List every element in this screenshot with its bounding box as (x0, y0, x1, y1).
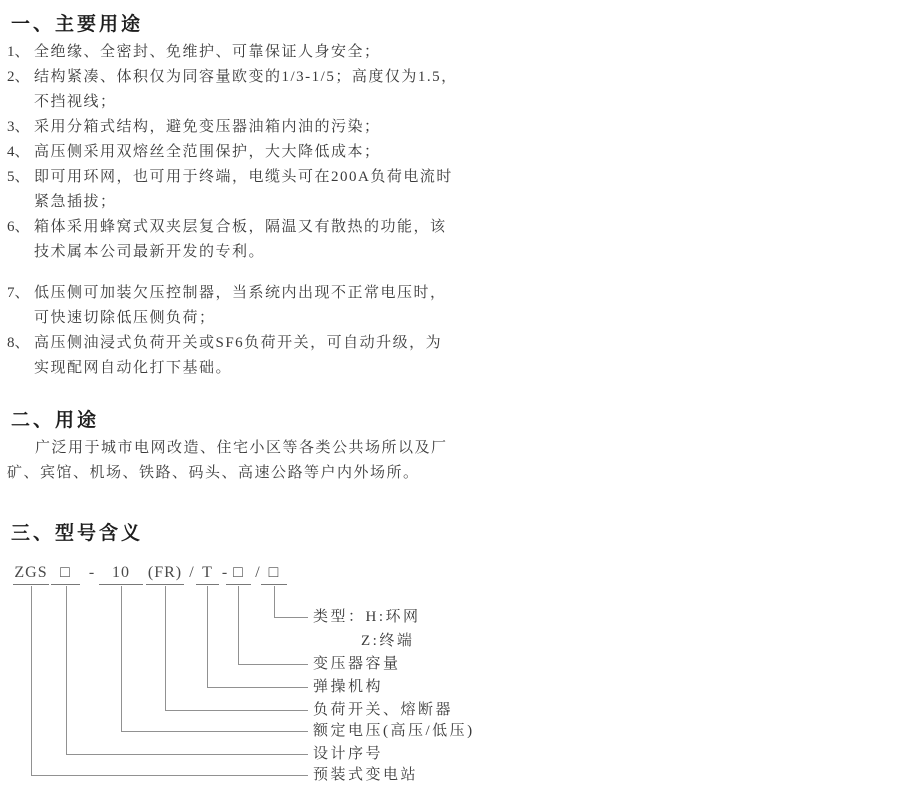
item-number: 8、 (7, 335, 30, 351)
item-line: 采用分箱式结构，避免变压器油箱内油的污染； (34, 119, 381, 135)
list-item-7 (7, 281, 477, 331)
connector-vertical-line (165, 586, 166, 710)
section-model-heading: 三、型号含义 (11, 523, 144, 544)
diagram-label-voltage: 额定电压(高压/低压) (313, 723, 475, 739)
diagram-label-capacity: 变压器容量 (313, 656, 401, 672)
connector-horizontal-line (31, 775, 308, 776)
item-number: 5、 (7, 169, 30, 185)
item-line: 技术属本公司最新开发的专利。 (34, 244, 266, 260)
diagram-label-type: 类型：H:环网 (313, 609, 421, 625)
list-item-6 (7, 215, 477, 265)
model-segment-t: T (196, 563, 219, 585)
connector-horizontal-line (274, 617, 308, 618)
list-item-2 (7, 65, 477, 115)
connector-horizontal-line (207, 687, 308, 688)
uses-paragraph (7, 436, 477, 486)
item-line: 箱体采用蜂窝式双夹层复合板，隔温又有散热的功能，该 (34, 219, 447, 235)
list-item-1 (7, 40, 477, 65)
item-number: 7、 (7, 285, 30, 301)
item-line: 不挡视线； (34, 94, 117, 110)
item-line: 低压侧可加装欠压控制器，当系统内出现不正常电压时， (34, 285, 447, 301)
list-item-3 (7, 115, 477, 140)
item-line: 可快速切除低压侧负荷； (34, 310, 216, 326)
model-segment-zgs: ZGS (13, 563, 49, 585)
diagram-label-mechanism: 弹操机构 (313, 679, 384, 695)
diagram-label-design-no: 设计序号 (313, 746, 384, 762)
section-main-uses-heading: 一、主要用途 (11, 14, 144, 35)
item-number: 1、 (7, 44, 30, 60)
item-line: 紧急插拔； (34, 194, 117, 210)
model-code-diagram (0, 553, 900, 794)
connector-horizontal-line (66, 754, 308, 755)
main-uses-list (7, 40, 477, 381)
model-segment-box-3: □ (261, 563, 287, 585)
connector-horizontal-line (121, 731, 308, 732)
diagram-label-switch-fuse: 负荷开关、熔断器 (313, 702, 454, 718)
connector-vertical-line (238, 586, 239, 664)
connector-horizontal-line (238, 664, 308, 665)
item-line: 高压侧油浸式负荷开关或SF6负荷开关，可自动升级，为 (34, 335, 443, 351)
connector-vertical-line (31, 586, 32, 775)
connector-vertical-line (274, 586, 275, 617)
connector-vertical-line (121, 586, 122, 731)
item-line: 结构紧凑、体积仅为同容量欧变的1/3-1/5；高度仅为1.5， (34, 69, 458, 85)
connector-vertical-line (207, 586, 208, 687)
item-line: 全绝缘、全密封、免维护、可靠保证人身安全； (34, 44, 381, 60)
model-segment-fr: (FR) (146, 563, 184, 585)
paragraph-line: 矿、宾馆、机场、铁路、码头、高速公路等户内外场所。 (7, 465, 420, 481)
item-line: 高压侧采用双熔丝全范围保护，大大降低成本； (34, 144, 381, 160)
item-line: 即可用环网，也可用于终端，电缆头可在200A负荷电流时 (34, 169, 453, 185)
model-segment-10: 10 (99, 563, 143, 585)
model-segment-dash-2: - (221, 564, 229, 581)
model-segment-dash-1: - (88, 564, 96, 581)
model-segment-slash-2: / (255, 564, 261, 581)
diagram-label-substation: 预装式变电站 (313, 767, 419, 783)
item-number: 6、 (7, 219, 30, 235)
list-item-4 (7, 140, 477, 165)
model-segment-slash-1: / (189, 564, 195, 581)
list-item-5 (7, 165, 477, 215)
item-number: 2、 (7, 69, 30, 85)
model-segment-box-2: □ (226, 563, 251, 585)
item-line: 实现配网自动化打下基础。 (34, 360, 233, 376)
paragraph-line: 广泛用于城市电网改造、住宅小区等各类公共场所以及厂 (35, 440, 448, 456)
item-number: 4、 (7, 144, 30, 160)
diagram-label-type-z: Z:终端 (361, 633, 415, 649)
list-item-8 (7, 331, 477, 381)
section-uses-heading: 二、用途 (11, 410, 100, 431)
connector-vertical-line (66, 586, 67, 754)
item-number: 3、 (7, 119, 30, 135)
model-segment-box-1: □ (51, 563, 80, 585)
connector-horizontal-line (165, 710, 308, 711)
